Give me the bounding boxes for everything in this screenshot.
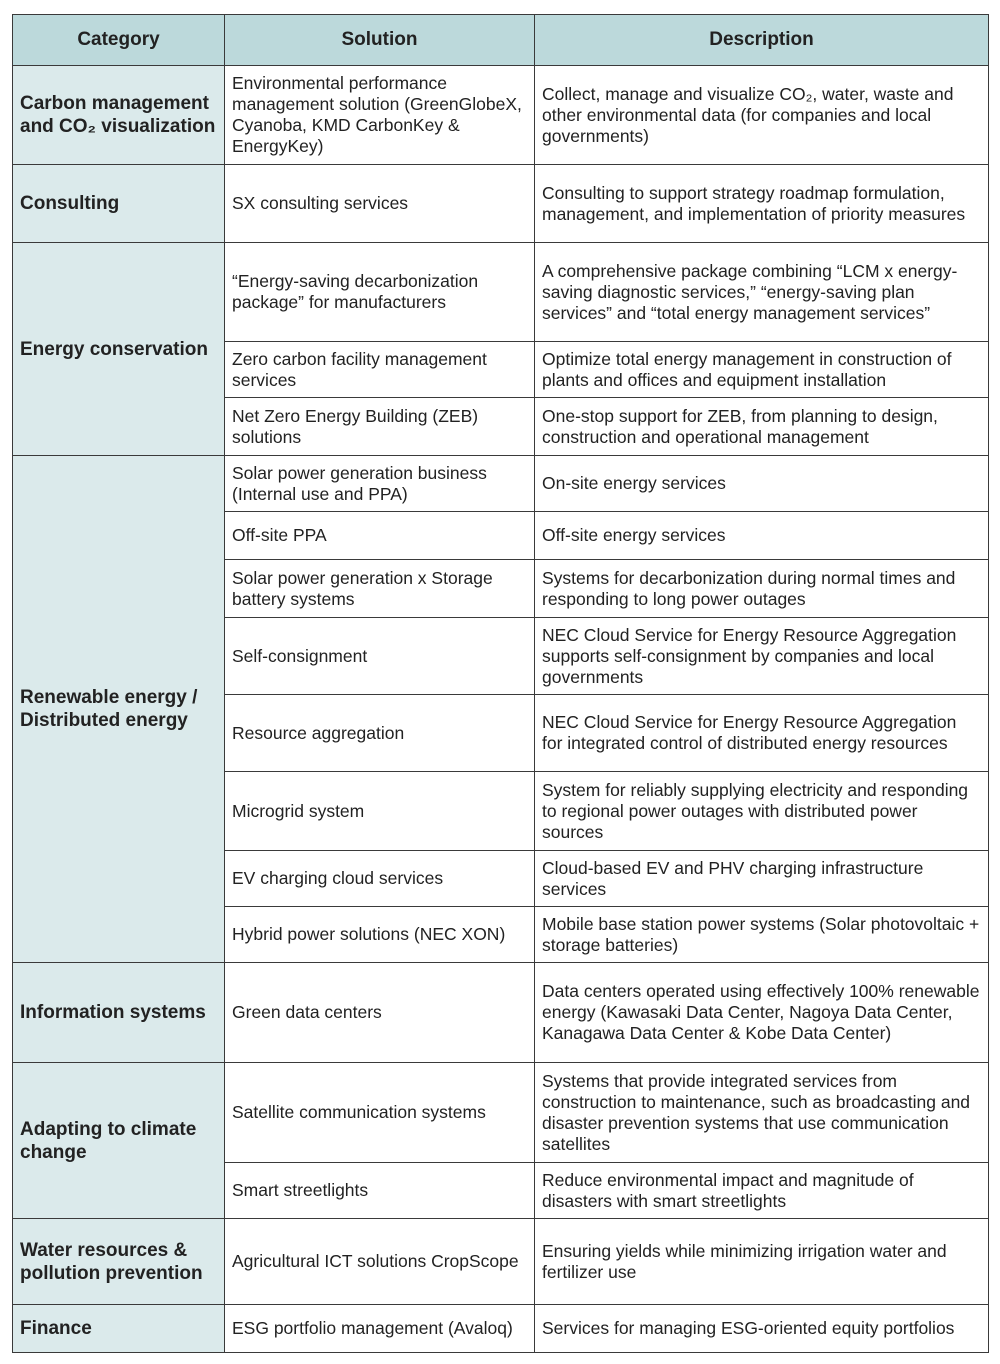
description-cell: Services for managing ESG-oriented equity portfolios (535, 1305, 989, 1353)
solutions-table (12, 14, 989, 1353)
description-cell: Collect, manage and visualize CO₂, water, waste and other environmental data (for companies and local governments) (535, 66, 989, 165)
category-cell: Energy conservation (13, 243, 225, 456)
solution-cell: SX consulting services (225, 165, 535, 243)
solutions-table-container (12, 14, 988, 1353)
solution-cell: Resource aggregation (225, 695, 535, 772)
solution-cell: Agricultural ICT solutions CropScope (225, 1219, 535, 1305)
solution-cell: Solar power generation business (Internal use and PPA) (225, 456, 535, 512)
description-cell: Optimize total energy management in construction of plants and offices and equipment installation (535, 342, 989, 398)
header-category: Category (13, 15, 225, 66)
description-cell: System for reliably supplying electricity and responding to regional power outages with distributed power sources (535, 772, 989, 851)
solution-cell: Satellite communication systems (225, 1063, 535, 1163)
table-row (13, 243, 989, 342)
solution-cell: ESG portfolio management (Avaloq) (225, 1305, 535, 1353)
category-cell: Finance (13, 1305, 225, 1353)
table-row (13, 1219, 989, 1305)
solution-cell: Net Zero Energy Building (ZEB) solutions (225, 398, 535, 456)
description-cell: Systems for decarbonization during normal times and responding to long power outages (535, 560, 989, 618)
description-cell: A comprehensive package combining “LCM x energy-saving diagnostic services,” “energy-saving plan services” and “total energy management services” (535, 243, 989, 342)
solution-cell: Hybrid power solutions (NEC XON) (225, 907, 535, 963)
table-header-row (13, 15, 989, 66)
solution-cell: Green data centers (225, 963, 535, 1063)
table-row (13, 1305, 989, 1353)
header-description: Description (535, 15, 989, 66)
description-cell: Ensuring yields while minimizing irrigation water and fertilizer use (535, 1219, 989, 1305)
category-cell: Information systems (13, 963, 225, 1063)
solution-cell: EV charging cloud services (225, 851, 535, 907)
solution-cell: Zero carbon facility management services (225, 342, 535, 398)
solution-cell: Self-consignment (225, 618, 535, 695)
description-cell: Cloud-based EV and PHV charging infrastructure services (535, 851, 989, 907)
table-row (13, 165, 989, 243)
category-cell: Consulting (13, 165, 225, 243)
description-cell: On-site energy services (535, 456, 989, 512)
description-cell: Systems that provide integrated services from construction to maintenance, such as broadcasting and disaster prevention systems that use communication satellites (535, 1063, 989, 1163)
header-solution: Solution (225, 15, 535, 66)
description-cell: One-stop support for ZEB, from planning to design, construction and operational management (535, 398, 989, 456)
category-cell: Water resources & pollution prevention (13, 1219, 225, 1305)
category-cell: Adapting to climate change (13, 1063, 225, 1219)
table-row (13, 963, 989, 1063)
solution-cell: Solar power generation x Storage battery systems (225, 560, 535, 618)
solution-cell: Microgrid system (225, 772, 535, 851)
description-cell: Off-site energy services (535, 512, 989, 560)
table-row (13, 456, 989, 512)
description-cell: NEC Cloud Service for Energy Resource Aggregation supports self-consignment by companies and local governments (535, 618, 989, 695)
category-cell: Renewable energy / Distributed energy (13, 456, 225, 963)
description-cell: Data centers operated using effectively 100% renewable energy (Kawasaki Data Center, Nagoya Data Center, Kanagawa Data Center & Kobe Data Center) (535, 963, 989, 1063)
category-cell: Carbon management and CO₂ visualization (13, 66, 225, 165)
description-cell: NEC Cloud Service for Energy Resource Aggregation for integrated control of distributed energy resources (535, 695, 989, 772)
solution-cell: Environmental performance management solution (GreenGlobeX, Cyanoba, KMD CarbonKey & EnergyKey) (225, 66, 535, 165)
description-cell: Reduce environmental impact and magnitude of disasters with smart streetlights (535, 1163, 989, 1219)
table-row (13, 1063, 989, 1163)
solution-cell: Smart streetlights (225, 1163, 535, 1219)
solution-cell: “Energy-saving decarbonization package” for manufacturers (225, 243, 535, 342)
table-row (13, 66, 989, 165)
description-cell: Mobile base station power systems (Solar photovoltaic + storage batteries) (535, 907, 989, 963)
solution-cell: Off-site PPA (225, 512, 535, 560)
description-cell: Consulting to support strategy roadmap formulation, management, and implementation of priority measures (535, 165, 989, 243)
